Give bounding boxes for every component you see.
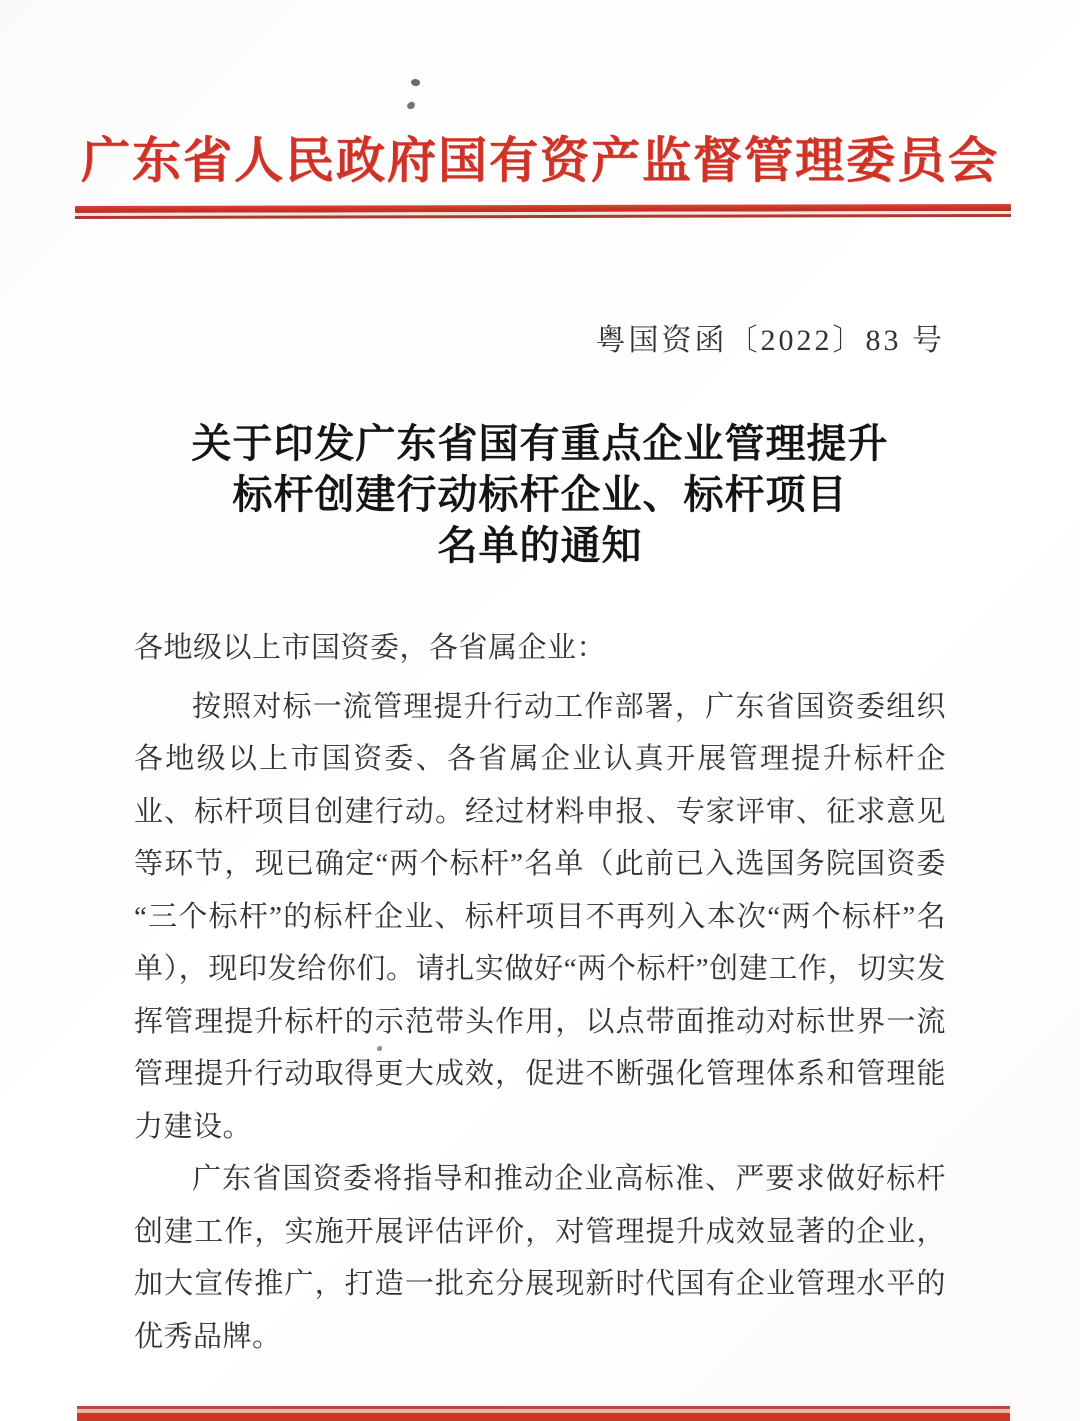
ink-speck (410, 78, 421, 88)
salutation-line: 各地级以上市国资委，各省属企业： (134, 632, 607, 664)
body-paragraph-1: 按照对标一流管理提升行动工作部署，广东省国资委组织各地级以上市国资委、各省属企业认真开展管理提升标杆企业、标杆项目创建行动。经过材料申报、专家评审、征求意见等环节，现已确定“两个标杆”名单（此前已入选国务院国资委“三个标杆”的标杆企业、标杆项目不再列入本次“两个标杆”名单），现印发给你们。请扎实做好“两个标杆”创建工作，切实发挥管理提升标杆的示范带头作用，以点带面推动对标世界一流管理提升行动取得更大成效，促进不断强化管理体系和管理能力建设。 (134, 690, 946, 1143)
document-number: 粤国资函〔2022〕83 号 (595, 324, 945, 357)
document-title-line-1: 关于印发广东省国有重点企业管理提升 (191, 421, 889, 466)
bottom-edge-thick-line (77, 1413, 1010, 1421)
divider-thin-line (75, 214, 1011, 219)
body-paragraph-2: 广东省国资委将指导和推动企业高标准、严要求做好标杆创建工作，实施开展评估评价，对管理提升成效显著的企业，加大宣传推广，打造一批充分展现新时代国有企业管理水平的优秀品牌。 (134, 1163, 946, 1353)
document-title-line-2: 标杆创建行动标杆企业、标杆项目 (232, 472, 848, 517)
ink-speck (406, 101, 416, 110)
document-title-line-3: 名单的通知 (437, 523, 643, 568)
letterhead-divider-rule (75, 204, 1011, 219)
bottom-page-edge-rule (77, 1406, 1010, 1421)
document-body (134, 622, 946, 1363)
document-title (0, 418, 1080, 571)
letterhead-org-name: 广东省人民政府国有资产监督管理委员会 (80, 133, 999, 188)
